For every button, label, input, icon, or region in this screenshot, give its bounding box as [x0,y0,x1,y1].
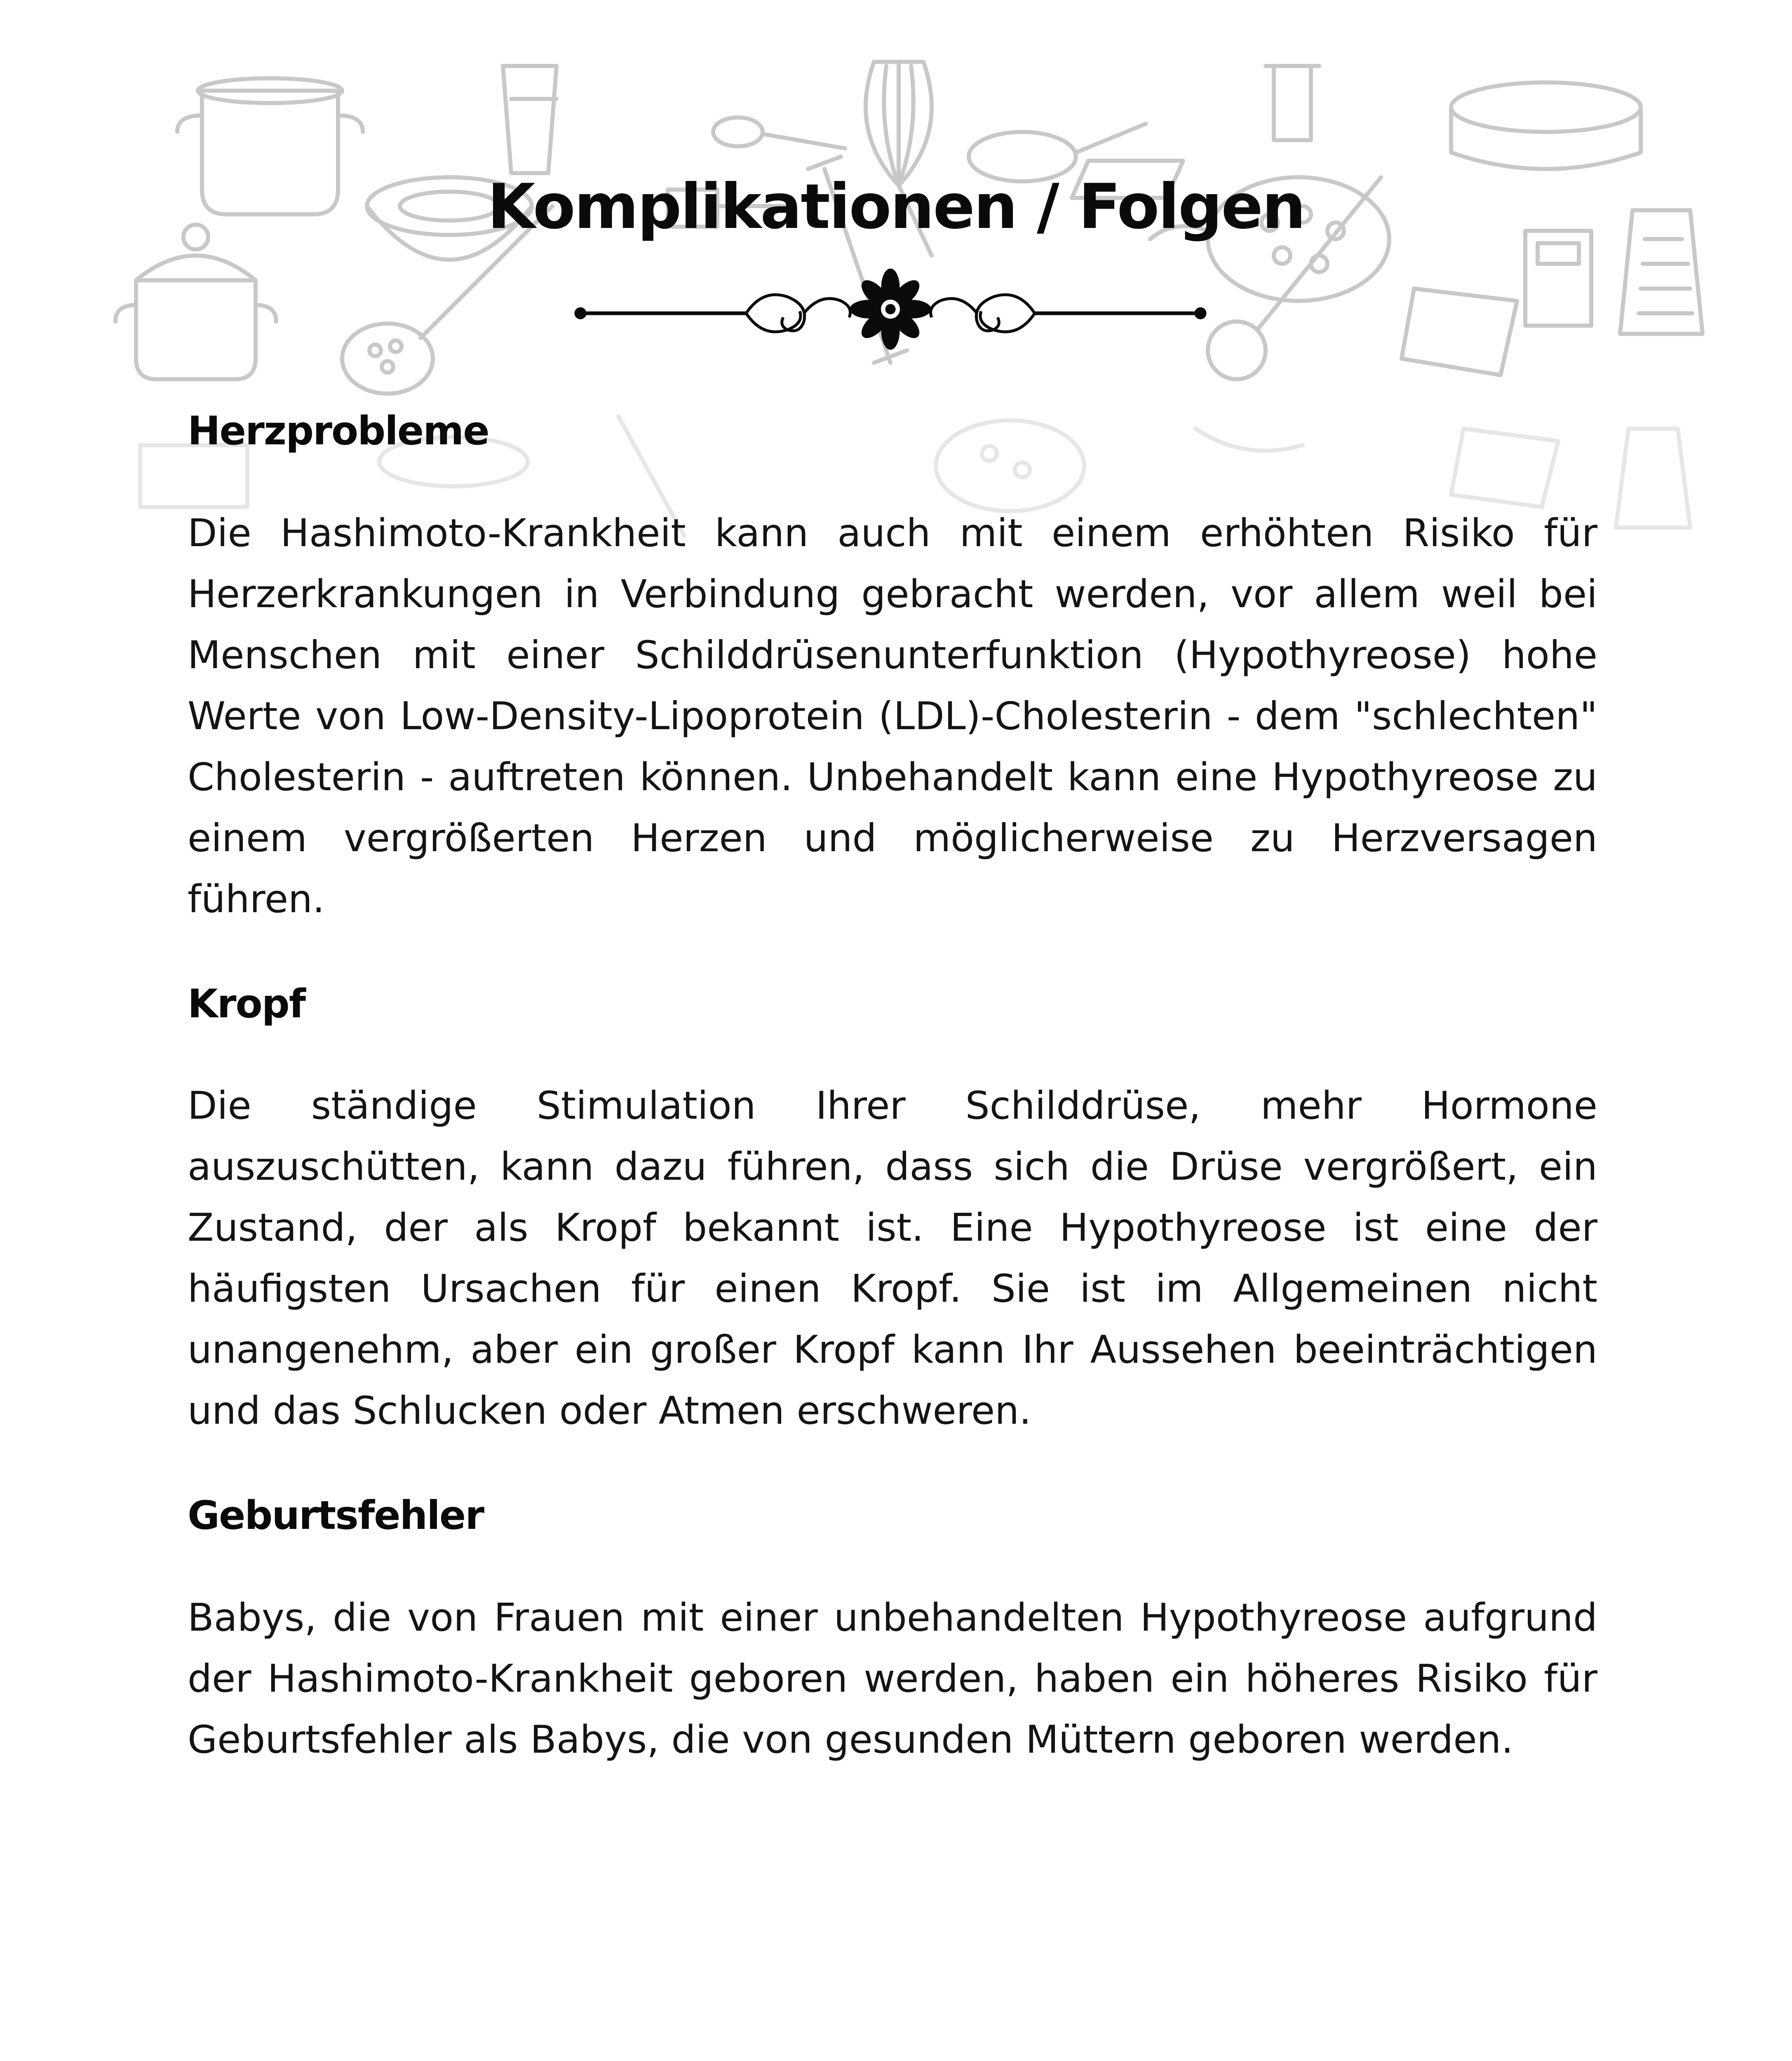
glass-icon [503,66,557,173]
section-paragraph: Babys, die von Frauen mit einer unbehandelten Hypothyreose aufgrund der Hashimoto-Krankheit geboren werden, haben ein höheres Risiko für Geburtsfehler als Babys, die von gesunden Müttern geboren werden. [188,1595,1597,1762]
cloth-icon [1402,289,1517,375]
content-body [188,406,1597,1819]
section-heading: Kropf [188,981,305,1027]
section-geburtsfehler [188,1491,1597,1770]
spoon-icon [713,117,845,148]
section-herzprobleme [188,406,1597,930]
section-heading: Herzprobleme [188,408,489,454]
cake-tin-icon [1451,82,1641,169]
scale-icon [1525,231,1591,326]
section-heading: Geburtsfehler [188,1493,484,1538]
jug-icon [1266,66,1319,140]
flourish-divider-icon [573,268,1208,350]
section-kropf [188,979,1597,1441]
page-title: Komplikationen / Folgen [487,171,1305,243]
section-paragraph: Die ständige Stimulation Ihrer Schilddrüse, mehr Hormone auszuschütten, kann dazu führen, dass sich die Drüse vergrößert, ein Zustand, der als Kropf bekannt ist. Eine Hypothyreose ist eine der häufigsten Ursachen für einen Kropf. Sie ist im Allgemeinen nicht unangenehm, aber ein großer Kropf kann Ihr Aussehen beeinträchtigen und das Schlucken oder Atmen erschweren. [188,1083,1597,1433]
lidded-pot-icon [115,225,276,379]
section-paragraph: Die Hashimoto-Krankheit kann auch mit einem erhöhten Risiko für Herzerkrankungen in Verbindung gebracht werden, vor allem weil bei Menschen mit einer Schilddrüsenunterfunktion (Hypothyreose) hohe Werte von Low-Density-Lipoprotein (LDL)-Cholesterin - dem "schlechten" Cholesterin - auftreten können. Unbehandelt kann eine Hypothyreose zu einem vergrößerten Herzen und möglicherweise zu Herzversagen führen. [188,510,1597,921]
